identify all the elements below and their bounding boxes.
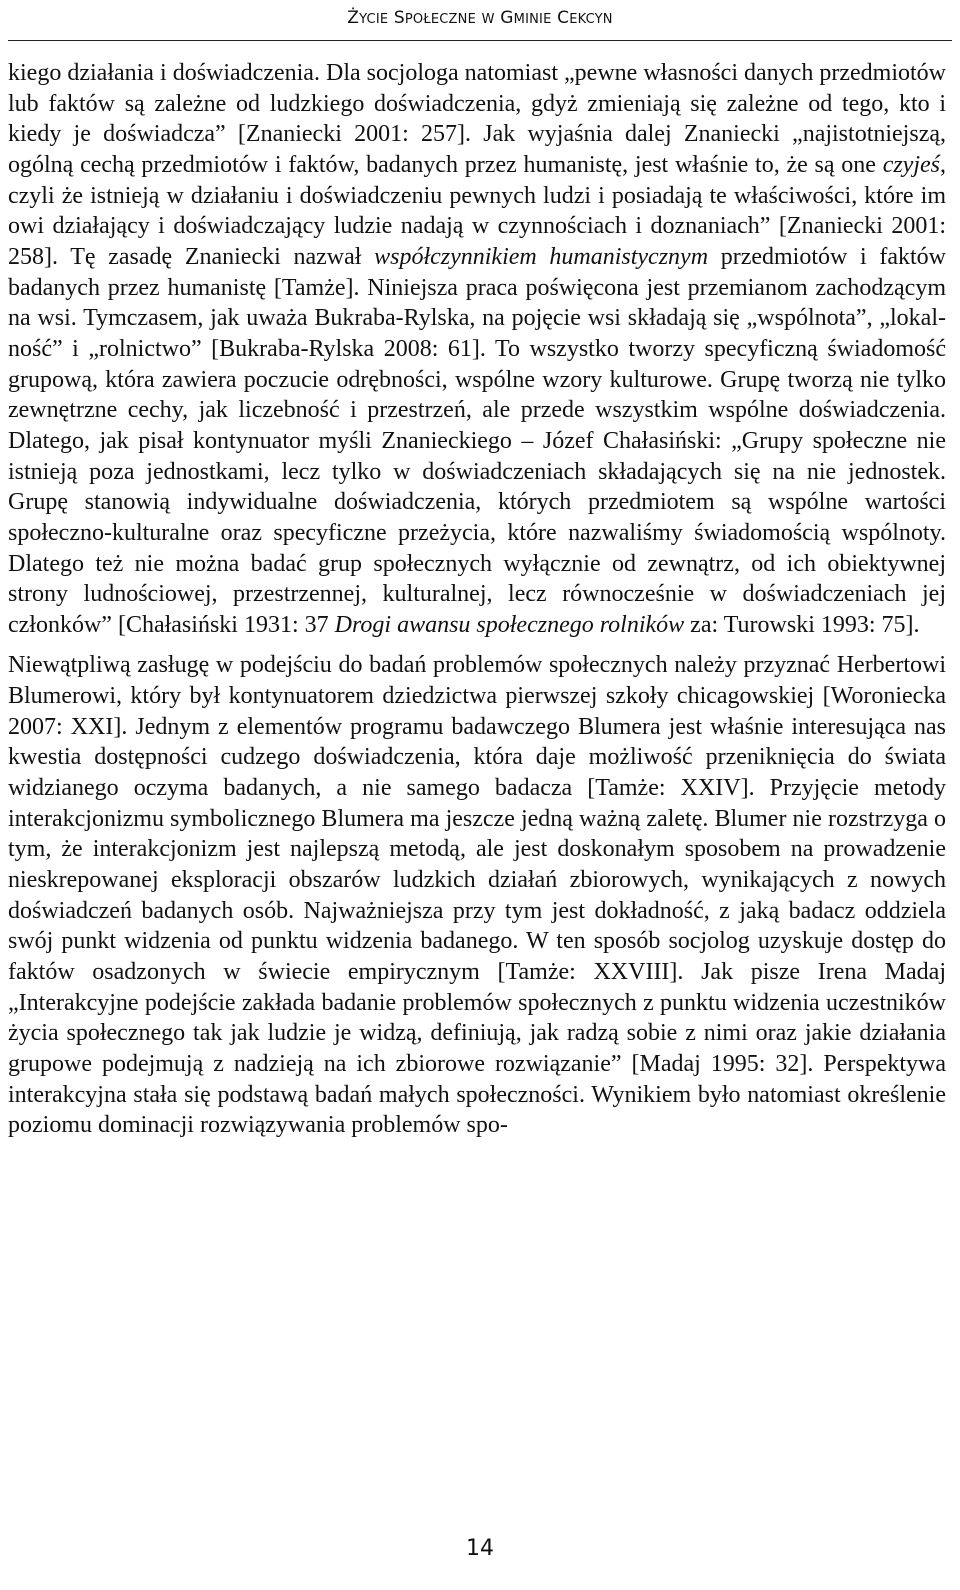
header-letter-g: G <box>500 8 514 28</box>
paragraph-1-italic-book-title: Drogi awansu społecznego rolników <box>334 611 685 638</box>
paragraph-1-text-d: za: Turowski 1993: 75]. <box>684 611 920 638</box>
paragraph-1-text-a: kiego działania i doświadczenia. Dla socjologa natomiast „pewne własności danych przedmiotów lub faktów są zależne od ludzkiego doświadczenia, gdyż zmieniają się zależne od tego, kto i kiedy je doświadcza” [Znaniecki 2001: 257]. Jak wyjaśnia dalej Znaniecki „najistotniejszą, ogólną cechą przedmiotów i faktów, badanych przez humanistę, jest właśnie to, że są one <box>8 60 946 178</box>
header-smallcaps-ekcyn: EKCYN <box>569 12 613 27</box>
header-rule <box>8 40 952 41</box>
header-letter-s: S <box>393 8 405 28</box>
header-smallcaps-poleczne: POŁECZNE <box>404 12 477 27</box>
header-smallcaps-w: W <box>481 12 495 27</box>
header-letter-z: Ż <box>347 8 360 28</box>
paragraph-1-text-b: , czyli że istnieją w działaniu i doświadczeniu pewnych ludzi i posiadają te właściwości, które im owi działający i doświadczający ludzie nadają w czynnościach i doznaniach” [Znaniecki 2001: 258]. Tę zasadę Znaniecki nazwał <box>8 151 946 270</box>
page-number: 14 <box>466 1536 494 1561</box>
running-header <box>0 8 960 28</box>
paragraph-1-text-c: przedmiotów i faktów badanych przez humanistę [Tamże]. Niniejsza praca poświęcona jest przemianom zachodzącym na wsi. Tymczasem, jak uważa Bukraba-Rylska, na pojęcie wsi składają się „wspólnota”, „lokalność” i „rolnictwo” [Bukraba-Rylska 2008: 61]. To wszystko tworzy specyficzną świadomość grupową, która zawiera poczucie odrębności, wspólne wzory kulturowe. Grupę tworzą nie tylko zewnętrzne cechy, jak liczebność i przestrzeń, ale przede wszystkim wspólne doświadczenia. Dlatego, jak pisał kontynuator myśli Znanieckiego – Józef Chałasiński: „Grupy społeczne nie istnieją poza jednostkami, lecz tylko w doświadczeniach składających się na nie jednostek. Grupę stanowią indywidualne doświadczenia, których przedmiotem są wspólne wartości społeczno-kulturalne oraz specyficzne przeżycia, które nazwaliśmy świadomością wspólnoty. Dlatego też nie można badać grup społecznych wyłącznie od zewnątrz, od ich obiektywnej strony ludnościowej, przestrzennej, kulturalnej, lecz równocześnie w doświadczeniach jej członków” [Chałasiński 1931: 37 <box>8 243 947 638</box>
paragraph-1 <box>8 58 946 640</box>
header-smallcaps-minie: MINIE <box>513 12 552 27</box>
header-smallcaps-ycie: YCIE <box>359 12 389 27</box>
paragraph-1-italic-czyjes: czyjeś <box>882 151 940 178</box>
header-letter-c: C <box>557 8 570 28</box>
paragraph-1-italic-wspolczynnik: współczynnikiem humanistycznym <box>374 243 709 270</box>
body-text <box>8 58 946 1141</box>
paragraph-2: Niewątpliwą zasługę w podejściu do badań problemów społecznych należy przyznać Herbertowi Blumerowi, który był kontynuatorem dziedzictwa pierwszej szkoły chicagowskiej [Woroniecka 2007: XXI]. Jednym z elementów programu badawczego Blumera jest właśnie interesująca nas kwestia dostępności cudzego doświadczenia, która daje możliwość przeniknięcia do świata widzianego oczyma badanych, a nie samego badacza [Tamże: XXIV]. Przyjęcie metody interakcjonizmu symbolicznego Blumera ma jeszcze jedną ważną zaletę. Blumer nie rozstrzyga o tym, że interakcjonizm jest najlepszą metodą, ale jest doskonałym sposobem na prowadzenie nieskrepowanej eksploracji obszarów ludzkich działań zbiorowych, wynikających z nowych doświadczeń badanych osób. Najważniejsza przy tym jest dokładność, z jaką badacz oddziela swój punkt widzenia od punktu widzenia badanego. W ten sposób socjolog uzyskuje dostęp do faktów osadzonych w świecie empirycznym [Tamże: XXVIII]. Jak pisze Irena Madaj „Interakcyjne podejście zakłada badanie problemów społecznych z punktu widzenia uczestników życia społecznego tak jak ludzie je widzą, definiują, jak radzą sobie z nimi oraz jakie działania grupowe podejmują z nadzieją na ich zbiorowe rozwiązanie” [Madaj 1995: 32]. Perspektywa interakcyjna stała się podstawą badań małych społeczności. Wynikiem było natomiast określenie poziomu dominacji rozwiązywania problemów spo- <box>8 652 946 1139</box>
